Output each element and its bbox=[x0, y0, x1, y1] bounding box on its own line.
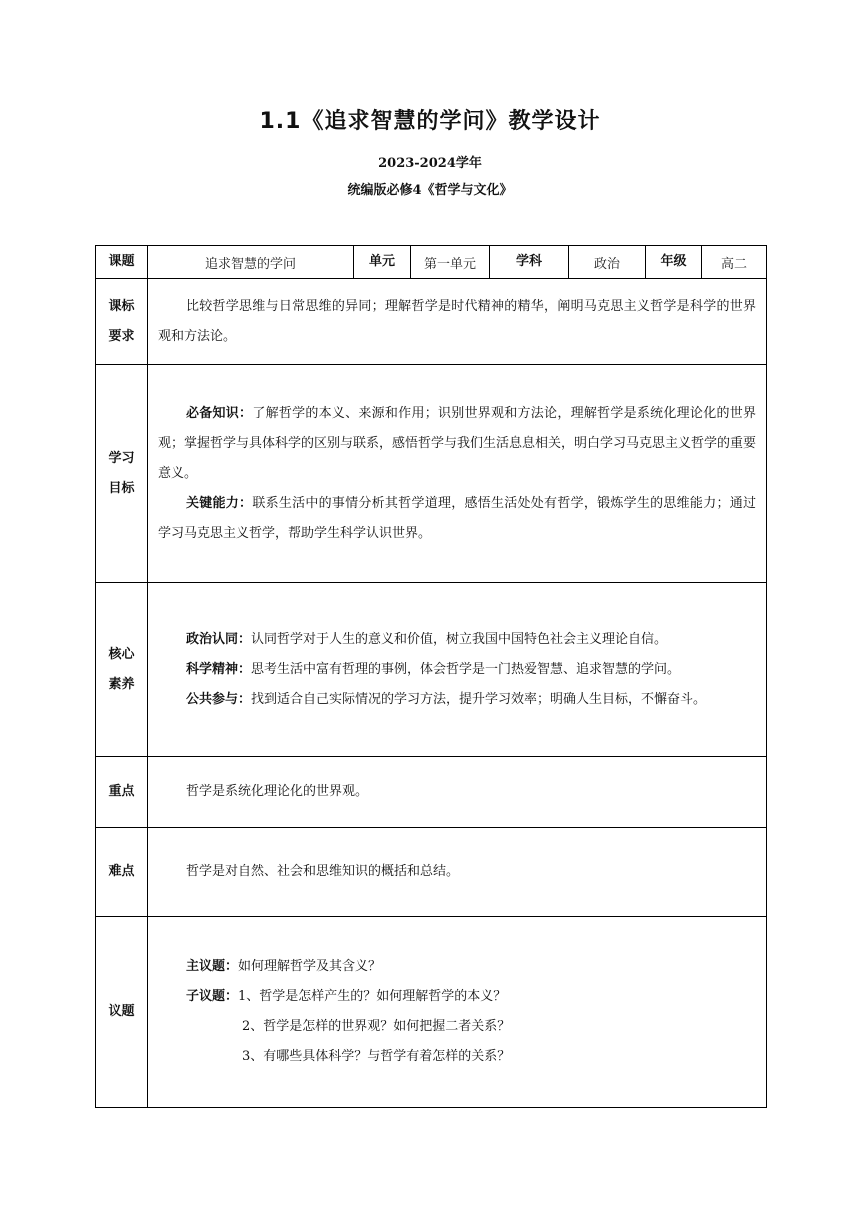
sub-topic-3: 3、有哪些具体科学？与哲学有着怎样的关系？ bbox=[242, 1049, 511, 1064]
unit-value: 第一单元 bbox=[411, 246, 490, 279]
literacy-label-line1: 核心 bbox=[108, 646, 135, 662]
sub-topic-2: 2、哲学是怎样的世界观？如何把握二者关系？ bbox=[242, 1019, 511, 1034]
knowledge-text: 了解哲学的本义、来源和作用；识别世界观和方法论，理解哲学是系统化理论化的世界观；掌握哲学与具体科学的区别与联系，感悟哲学与我们生活息息相关，明白学习马克思主义哲学的重要意义。 bbox=[158, 405, 757, 481]
subject-label: 学科 bbox=[490, 246, 569, 279]
topics-cell bbox=[148, 917, 767, 1108]
curriculum-label-line1: 课标 bbox=[108, 298, 135, 314]
public-text: 找到适合自己实际情况的学习方法，提升学习效率；明确人生目标，不懈奋斗。 bbox=[251, 691, 707, 707]
political-text: 认同哲学对于人生的意义和价值，树立我国中国特色社会主义理论自信。 bbox=[251, 631, 668, 647]
objectives-label bbox=[96, 365, 148, 583]
curriculum-label-line2: 要求 bbox=[108, 328, 135, 344]
science-paragraph bbox=[158, 655, 756, 685]
curriculum-text: 比较哲学思维与日常思维的异同；理解哲学是时代精神的精华，阐明马克思主义哲学是科学的世界观和方法论。 bbox=[158, 298, 756, 344]
key-point-label: 重点 bbox=[96, 757, 148, 828]
grade-value: 高二 bbox=[702, 246, 767, 279]
sub-topic-label: 子议题： bbox=[186, 989, 239, 1004]
key-point-text: 哲学是系统化理论化的世界观。 bbox=[186, 784, 369, 799]
subject-value: 政治 bbox=[569, 246, 646, 279]
sub-topic-1-text: 1、哲学是怎样产生的？如何理解哲学的本义？ bbox=[238, 989, 507, 1004]
key-point-cell bbox=[148, 757, 767, 828]
curriculum-label bbox=[96, 279, 148, 365]
school-year: 2023-2024学年 bbox=[378, 156, 482, 171]
objectives-cell bbox=[148, 365, 767, 583]
public-label: 公共参与： bbox=[186, 691, 252, 707]
grade-label: 年级 bbox=[646, 246, 702, 279]
unit-label: 单元 bbox=[354, 246, 411, 279]
knowledge-paragraph bbox=[158, 399, 756, 489]
ability-label: 关键能力： bbox=[186, 495, 253, 511]
topic-value: 追求智慧的学问 bbox=[148, 246, 354, 279]
main-topic-text: 如何理解哲学及其含义？ bbox=[238, 959, 382, 974]
political-paragraph bbox=[158, 625, 756, 655]
political-label: 政治认同： bbox=[186, 631, 252, 647]
textbook-edition: 统编版必修4《哲学与文化》 bbox=[347, 183, 513, 198]
difficulty-cell bbox=[148, 828, 767, 917]
ability-paragraph bbox=[158, 489, 756, 549]
curriculum-cell bbox=[148, 279, 767, 365]
objectives-label-line1: 学习 bbox=[108, 450, 135, 466]
lesson-design-table bbox=[95, 245, 767, 1108]
main-topic bbox=[158, 952, 756, 982]
main-topic-label: 主议题： bbox=[186, 959, 239, 974]
science-label: 科学精神： bbox=[186, 661, 252, 677]
literacy-label-line2: 素养 bbox=[108, 676, 135, 692]
topics-label: 议题 bbox=[96, 917, 148, 1108]
difficulty-label: 难点 bbox=[96, 828, 148, 917]
document-title: 1.1《追求智慧的学问》教学设计 bbox=[259, 109, 601, 134]
public-paragraph bbox=[158, 685, 756, 715]
topic-label: 课题 bbox=[96, 246, 148, 279]
science-text: 思考生活中富有哲理的事例，体会哲学是一门热爱智慧、追求智慧的学问。 bbox=[251, 661, 681, 677]
difficulty-text: 哲学是对自然、社会和思维知识的概括和总结。 bbox=[186, 864, 460, 879]
knowledge-label: 必备知识： bbox=[186, 405, 253, 421]
literacy-label bbox=[96, 583, 148, 757]
sub-topic-1 bbox=[158, 982, 756, 1012]
objectives-label-line2: 目标 bbox=[108, 480, 135, 496]
ability-text: 联系生活中的事情分析其哲学道理，感悟生活处处有哲学，锻炼学生的思维能力；通过学习马克思主义哲学，帮助学生科学认识世界。 bbox=[158, 495, 756, 541]
literacy-cell bbox=[148, 583, 767, 757]
